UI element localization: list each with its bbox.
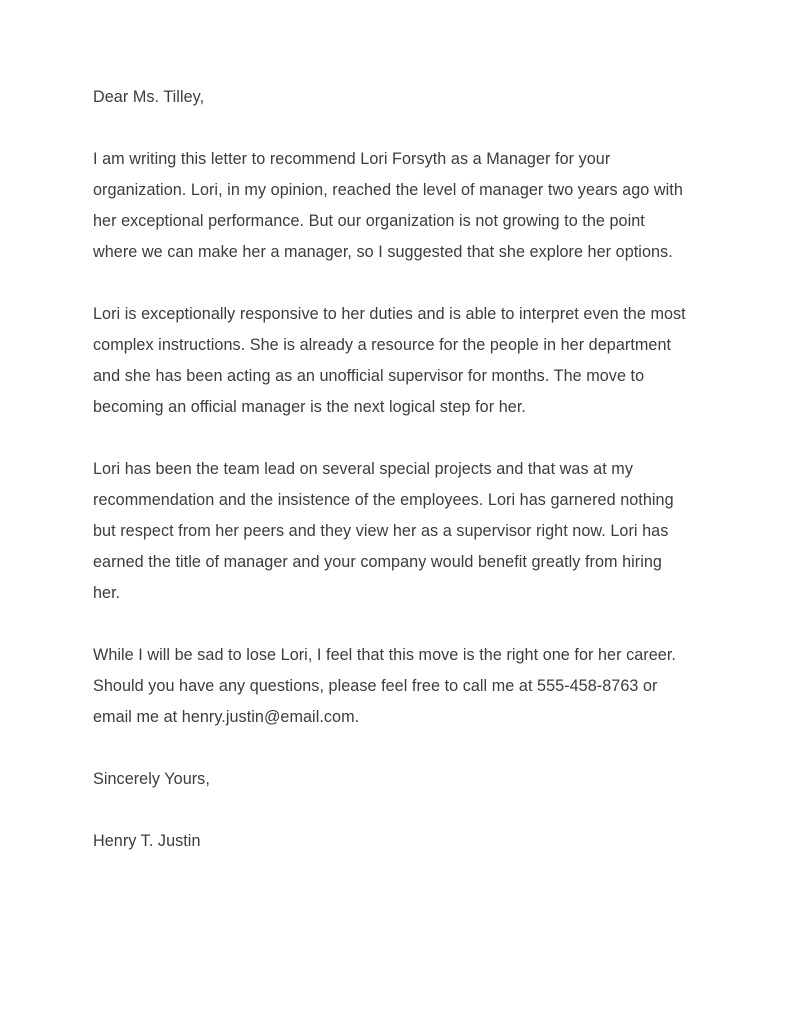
body-paragraph-3: Lori has been the team lead on several special projects and that was at my recommendation and the insistence of the employees. Lori has garnered nothing but respect from her peers and they view her as a supervisor right now. Lori has earned the title of manager and your company would benefit greatly from hiring her. (93, 460, 679, 602)
closing-line: Sincerely Yours, (93, 770, 210, 788)
letter-body (93, 82, 690, 857)
signature-name: Henry T. Justin (93, 832, 201, 850)
body-paragraph-2: Lori is exceptionally responsive to her duties and is able to interpret even the most complex instructions. She is already a resource for the people in her department and she has been acting as an unofficial supervisor for months. The move to becoming an official manager is the next logical step for her. (93, 305, 691, 416)
body-paragraph-1: I am writing this letter to recommend Lori Forsyth as a Manager for your organization. Lori, in my opinion, reached the level of manager two years ago with her exceptional performance. But our organization is not growing to the point where we can make her a manager, so I suggested that she explore her options. (93, 150, 688, 261)
body-paragraph-4: While I will be sad to lose Lori, I feel that this move is the right one for her career. Should you have any questions, please feel free to call me at 555-458-8763 or email me at henry.justin@email.com. (93, 646, 681, 726)
salutation-line: Dear Ms. Tilley, (93, 88, 205, 106)
